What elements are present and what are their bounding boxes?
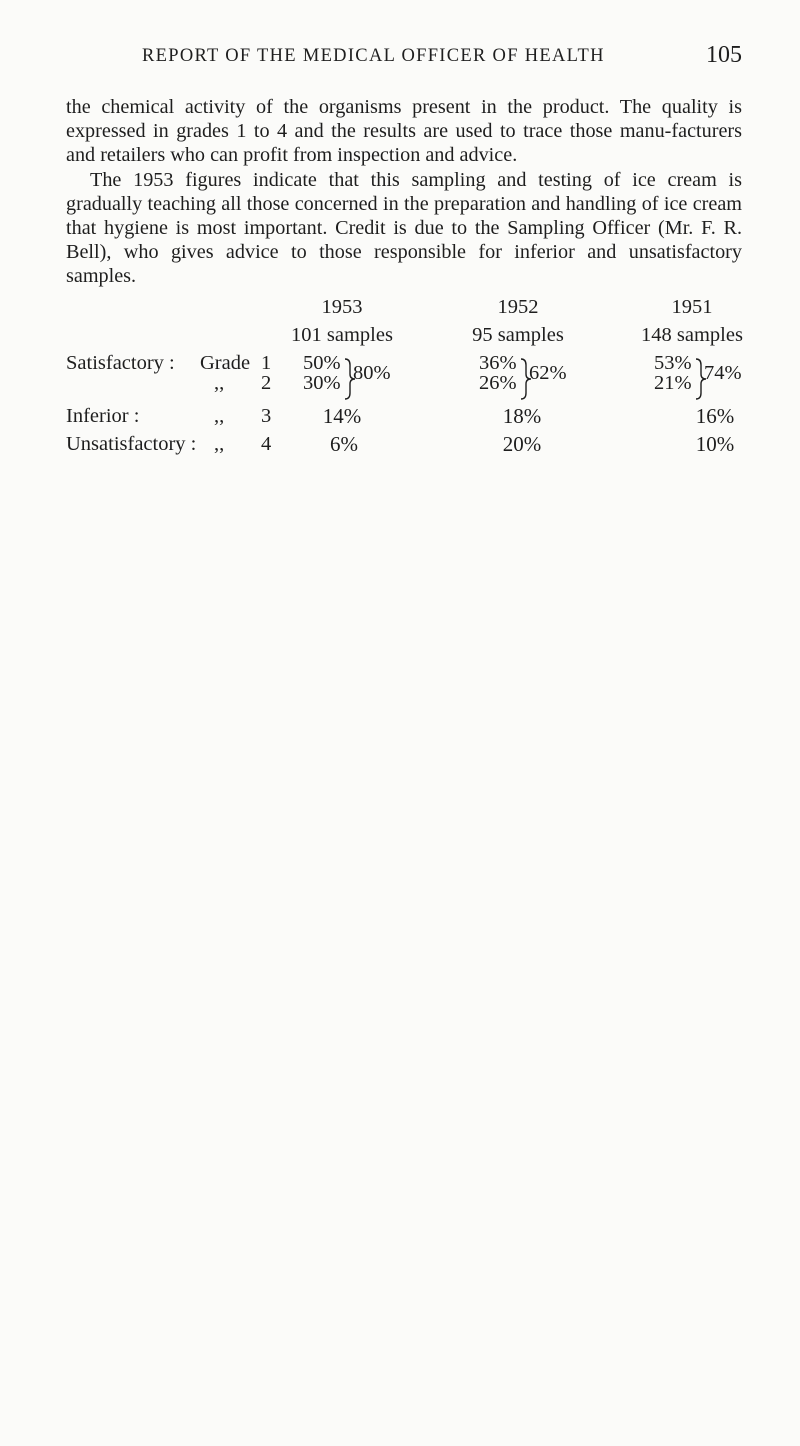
unsatisfactory-percent-1951: 10% [695, 432, 735, 456]
body-text [66, 95, 742, 289]
satisfactory-cell-1951 [654, 352, 764, 406]
grade2-percent-1952: 26% [479, 372, 517, 394]
grade1-percent-1952: 36% [479, 352, 517, 374]
row-label-satisfactory: Satisfactory : [66, 352, 175, 374]
page-number: 105 [706, 42, 742, 68]
satisfactory-total-1953: 80% [353, 362, 391, 384]
paragraph-1: the chemical activity of the organisms present in the product. The quality is expressed in grades 1 to 4 and the results are used to trace those manu-facturers and retailers who can profit from inspection and advice. [66, 96, 742, 167]
grade1-percent-1951: 53% [654, 352, 692, 374]
year-header-1952: 1952 [497, 296, 539, 318]
row-label-unsatisfactory: Unsatisfactory : [66, 433, 197, 455]
satisfactory-cell-1953 [303, 352, 413, 406]
samples-header-1951: 148 samples [641, 324, 743, 346]
grade1-percent-1953: 50% [303, 352, 341, 374]
samples-header-1952: 95 samples [472, 324, 564, 346]
inferior-percent-1953: 14% [322, 404, 362, 428]
unsatisfactory-percent-1952: 20% [502, 432, 542, 456]
satisfactory-cell-1952 [479, 352, 589, 406]
satisfactory-total-1951: 74% [704, 362, 742, 384]
inferior-percent-1952: 18% [502, 404, 542, 428]
grade-4: 4 [261, 433, 272, 455]
grade2-percent-1953: 30% [303, 372, 341, 394]
year-header-1951: 1951 [671, 296, 713, 318]
row-label-inferior: Inferior : [66, 405, 140, 427]
paragraph-2: The 1953 figures indicate that this sampling and testing of ice cream is gradually teaching all those concerned in the preparation and handling of ice cream that hygiene is most important. Credit is due to the Sampling Officer (Mr. F. R. Bell), who gives advice to those responsible for inferior and unsatisfactory samples. [66, 168, 742, 288]
ditto-mark-grade-3: ,, [214, 405, 225, 427]
grade-1: 1 [261, 352, 272, 374]
satisfactory-total-1952: 62% [529, 362, 567, 384]
grade-2: 2 [261, 372, 272, 394]
running-header [66, 42, 742, 72]
ditto-mark-grade-2: ,, [214, 372, 225, 394]
samples-header-1953: 101 samples [291, 324, 393, 346]
year-header-1953: 1953 [321, 296, 363, 318]
grade-word: Grade [200, 352, 251, 374]
unsatisfactory-percent-1953: 6% [330, 432, 358, 456]
ditto-mark-grade-4: ,, [214, 433, 225, 455]
grade2-percent-1951: 21% [654, 372, 692, 394]
grade-3: 3 [261, 405, 272, 427]
inferior-percent-1951: 16% [695, 404, 735, 428]
header-title: REPORT OF THE MEDICAL OFFICER OF HEALTH [142, 46, 605, 66]
